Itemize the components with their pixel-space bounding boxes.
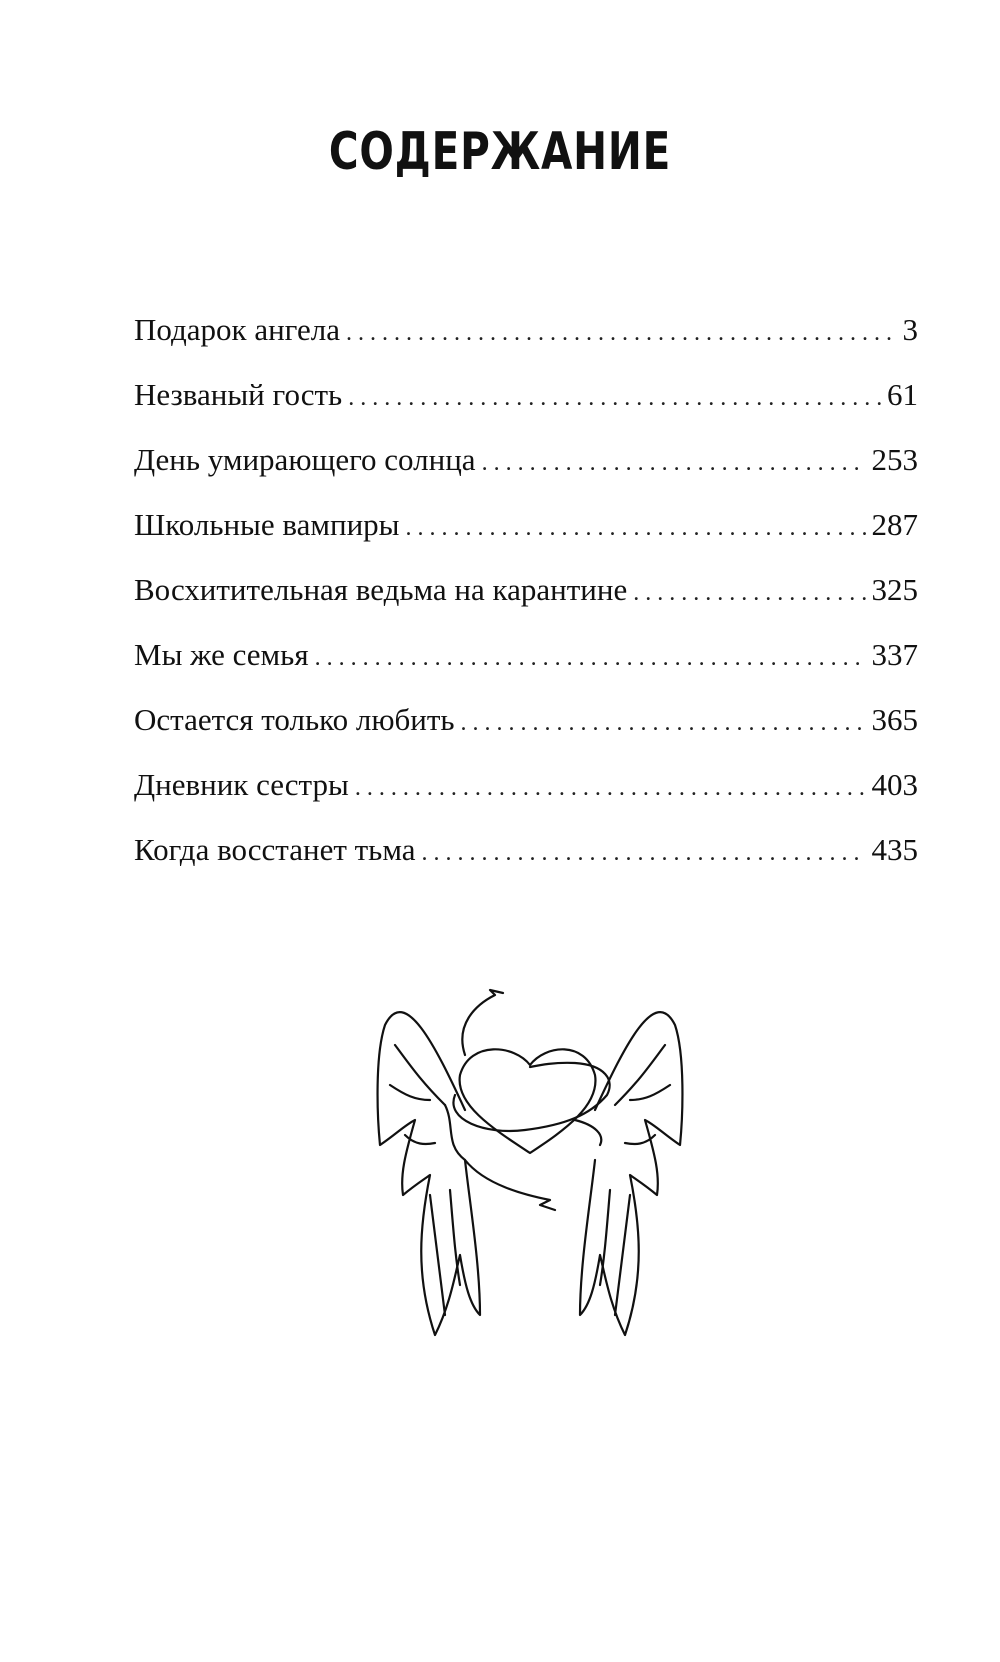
winged-heart-illustration (375, 985, 685, 1350)
toc-entry[interactable] (134, 442, 918, 507)
toc-entry-title: Восхитительная ведьма на карантине (134, 572, 628, 607)
dot-leader (482, 450, 866, 477)
toc-entry[interactable] (134, 377, 918, 442)
toc-entry[interactable] (134, 832, 918, 897)
dot-leader (633, 580, 865, 607)
toc-entry[interactable] (134, 637, 918, 702)
toc-entry-title: Незваный гость (134, 377, 343, 412)
toc-entry-page: 325 (871, 572, 918, 607)
toc-entry[interactable] (134, 572, 918, 637)
toc-entry-title: День умирающего солнца (134, 442, 476, 477)
toc-entry-page: 435 (871, 832, 918, 867)
right-wing-icon (580, 1012, 682, 1335)
toc-entry-title: Дневник сестры (134, 767, 349, 802)
toc-entry[interactable] (134, 702, 918, 767)
toc-entry-title: Подарок ангела (134, 312, 340, 347)
toc-entry-page: 3 (902, 312, 918, 347)
toc-entry[interactable] (134, 767, 918, 832)
dot-leader (406, 515, 866, 542)
left-wing-icon (378, 1012, 480, 1335)
heart-icon (460, 1049, 596, 1153)
table-of-contents (134, 312, 918, 897)
toc-entry-page: 403 (871, 767, 918, 802)
toc-entry-title: Мы же семья (134, 637, 309, 672)
dot-leader (348, 385, 881, 412)
dot-leader (461, 710, 866, 737)
toc-entry-page: 253 (871, 442, 918, 477)
dot-leader (355, 775, 866, 802)
toc-entry-page: 287 (871, 507, 918, 542)
ribbon-icon (445, 990, 610, 1210)
toc-entry-title: Школьные вампиры (134, 507, 400, 542)
toc-entry-page: 365 (871, 702, 918, 737)
dot-leader (346, 320, 897, 347)
toc-entry-title: Когда восстанет тьма (134, 832, 416, 867)
toc-entry-page: 337 (871, 637, 918, 672)
dot-leader (421, 840, 865, 867)
toc-entry[interactable] (134, 312, 918, 377)
dot-leader (315, 645, 866, 672)
toc-entry-page: 61 (887, 377, 918, 412)
toc-entry-title: Остается только любить (134, 702, 455, 737)
page-title: СОДЕРЖАНИЕ (328, 122, 672, 182)
toc-entry[interactable] (134, 507, 918, 572)
